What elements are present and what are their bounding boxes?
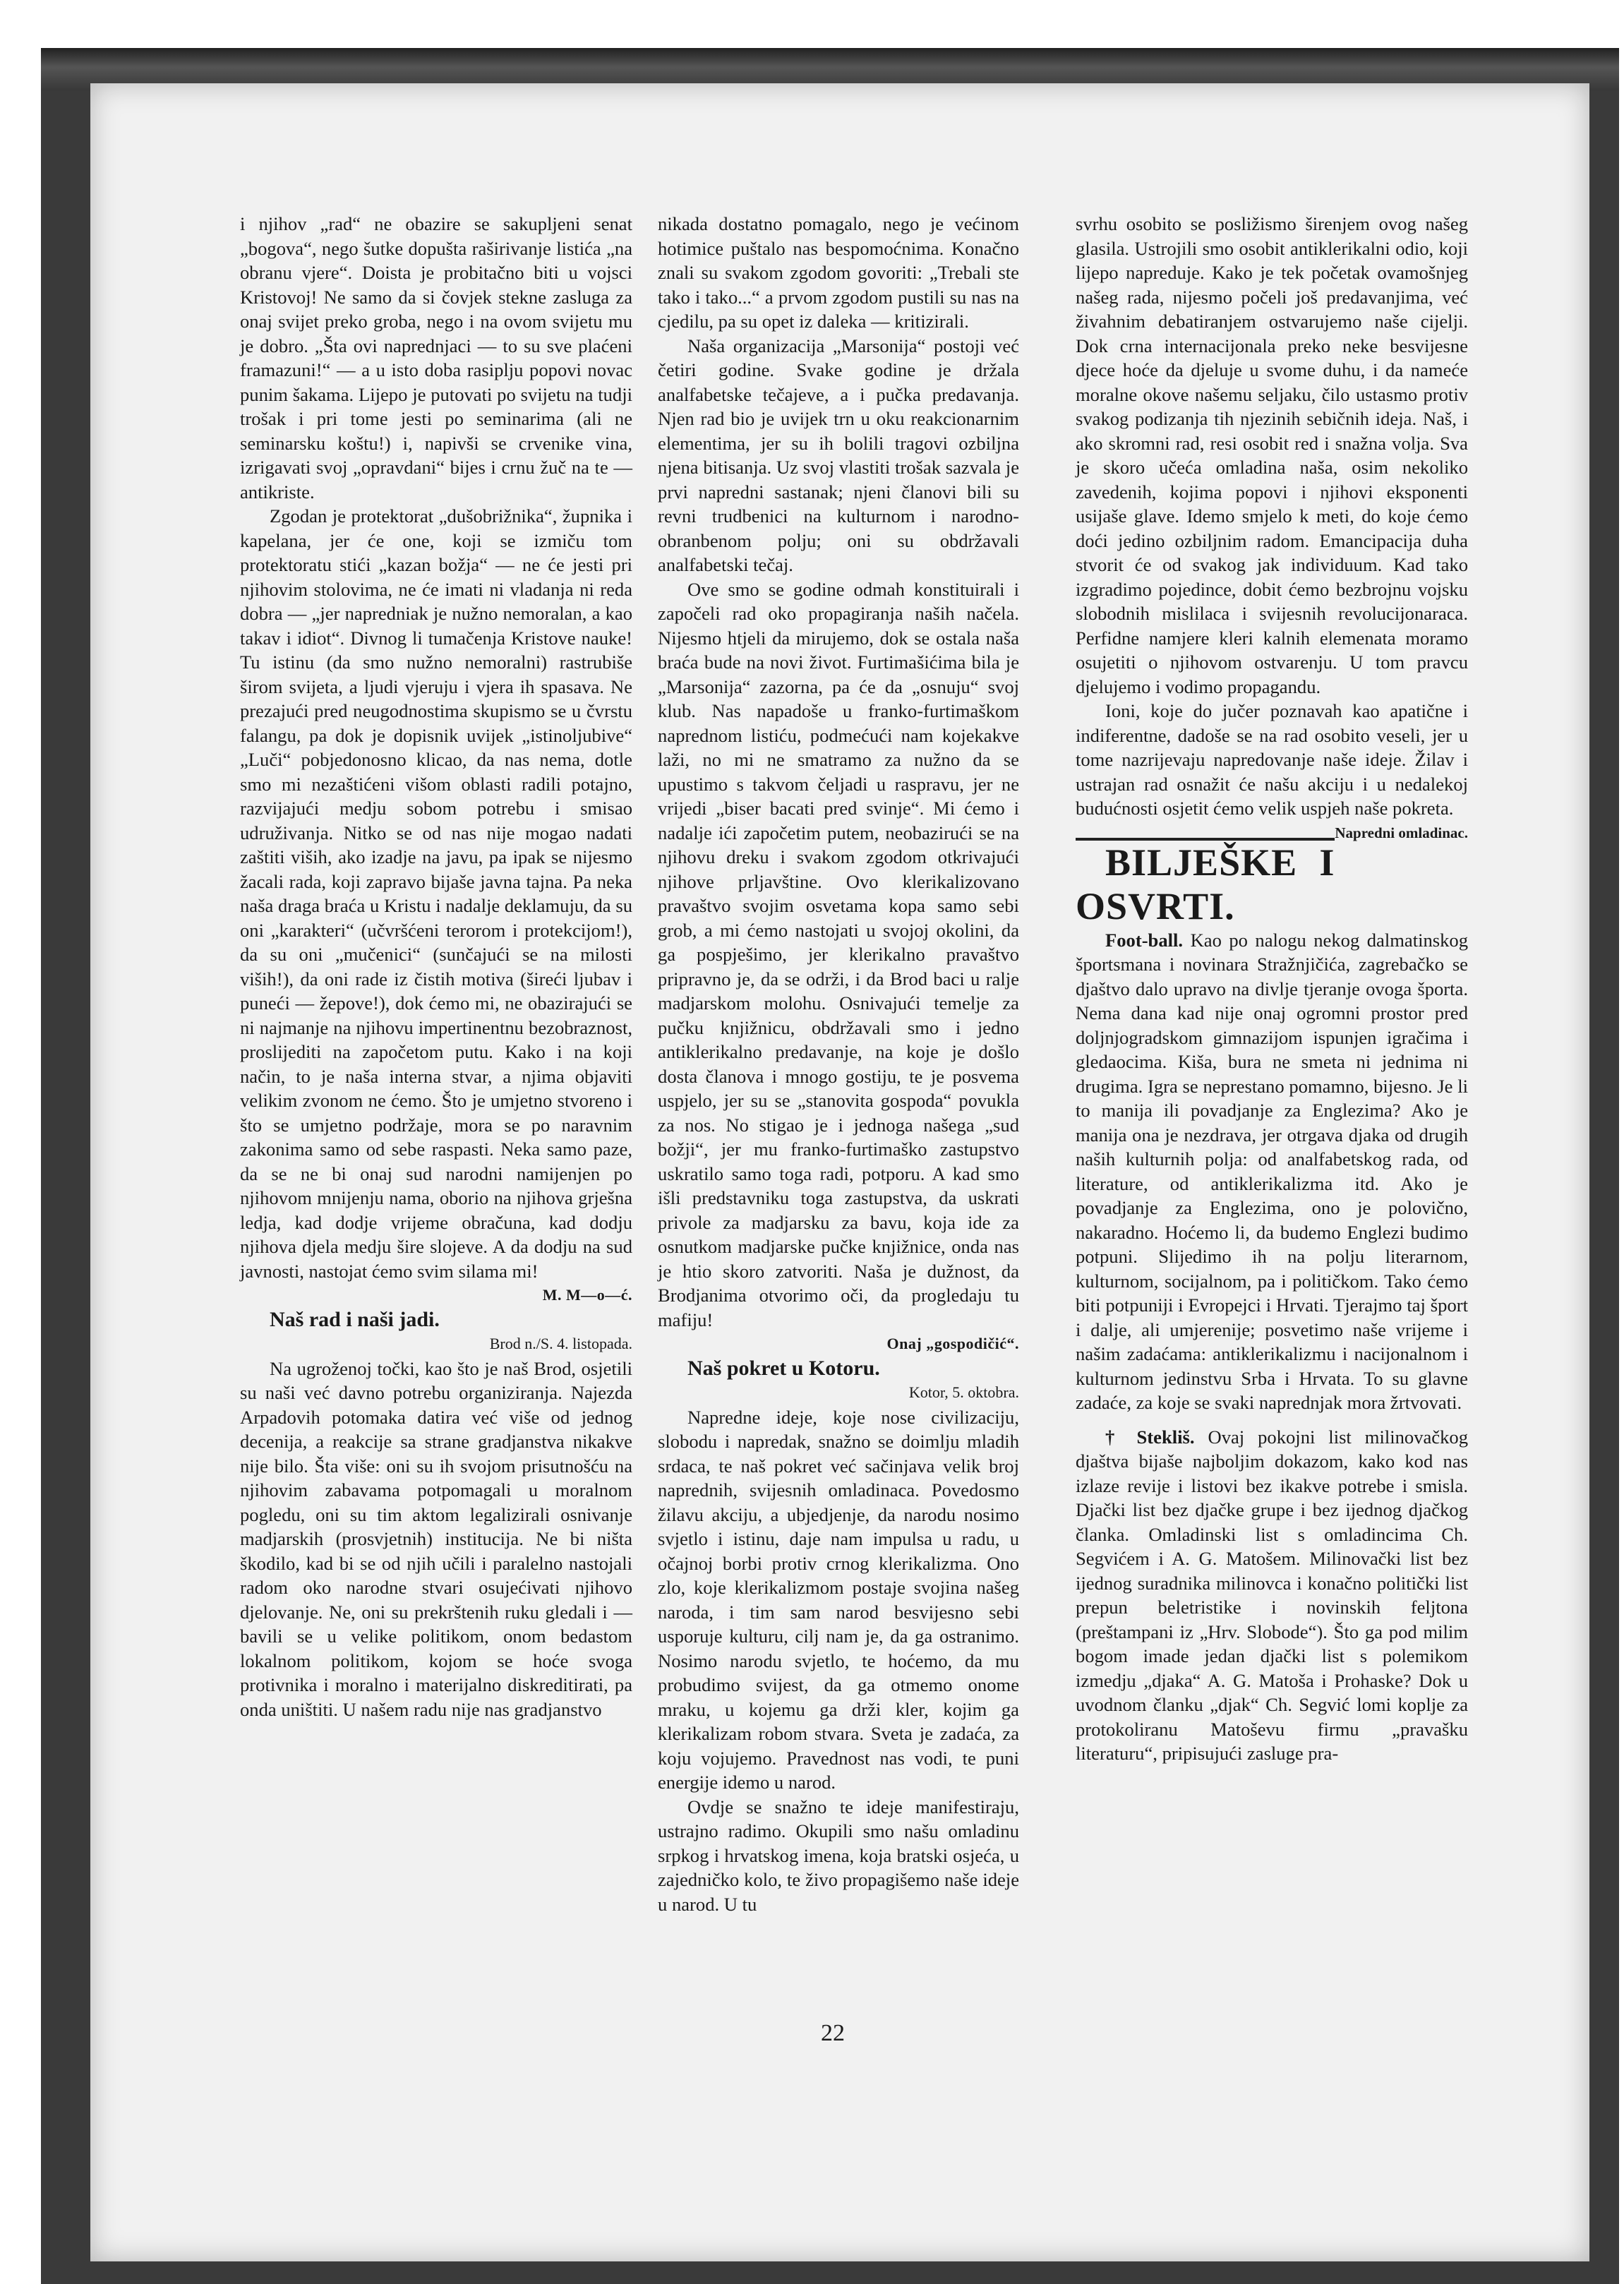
note-runin-title: † Stekliš. xyxy=(1105,1426,1195,1448)
article-paragraph: Napredne ideje, koje nose civilizaciju, slobodu i napredak, snažno se doimlju mladih srdaca, te naš pokret već sačinjava velik broj naprednih, svijesnih omladinaca. Povedosmo žilavu akciju, a ubjedjenje, da narodu nosimo svjetlo i istinu, daje nam impulsa u radu, u očajnoj borbi protiv crnog klerikalizma. Ono zlo, koje klerikalizmom postaje svojina našeg naroda, i tim sam narod besvijesno sebi usporuje kulturu, cilj nam je, da ga ostranimo. Nosimo narodu svjetlo, te hoćemo, da mu probudimo svijest, da ga otmemo onome mraku, u kojemu ga drži kler, kojim ga klerikalizam robom stvara. Sveta je zadaća, za koju vojujemo. Pravednost nas vodi, te puni energije idemo u narod. xyxy=(658,1406,1019,1793)
article-paragraph: nikada dostatno pomagalo, nego je većinom hotimice puštalo nas bespomoćnima. Konačno znali su svakom zgodom govoriti: „Trebali ste tako i tako...“ a prvom zgodom pustili su nas na cjedilu, pa su opet iz daleka — kritizirali. xyxy=(658,213,1019,332)
column-left xyxy=(240,212,632,1721)
note-paragraph xyxy=(1076,928,1468,1415)
article-paragraph: Na ugroženoj točki, kao što je naš Brod, osjetili su naši već davno potrebu organiziranja. Najezda Arpadovih potomaka datira već više od jednog decenija, a reakcije sa strane gradjanstva nikakve nije bilo. Šta više: oni su ih svojom prisutnošću na njihovim zabavama potpomagali u moralnom pogledu, oni su tim aktom legalizirali osnivanje madjarskih (prosvjetnih) institucija. Ne bi ništa škodilo, kad bi se od njih učili i paralelno nastojali radom oko narodne stvari osujećivati njihovo djelovanje. Ne, oni su prekrštenih ruku gledali i — bavili se u velike politikom, onom bedastom lokalnom politikom, kojom se hoće svoga protivnika i moralno i materijalno diskreditirati, pa onda uništiti. U našem radu nije nas gradjanstvo xyxy=(240,1357,632,1720)
column-right xyxy=(1076,212,1468,1766)
page-number: 22 xyxy=(821,2020,845,2046)
article-signature: Napredni omladinac. xyxy=(1335,824,1468,841)
article-paragraph: Ove smo se godine odmah konstituirali i započeli rad oko propagiranja naših načela. Nijesmo htjeli da mirujemo, dok se ostala naša braća bude na novi život. Furtimašićima bila je „Marsonija“ zazorna, pa će da „osnuju“ svoj klub. Nas napadoše u franko-furtimaškom naprednom listiću, podmećući nam kojekakve laži, no mi ne smatramo za nužno da se upustimo s takvom čeljadi u raspravu, jer ne vrijedi „biser bacati pred svinje“. Mi ćemo i nadalje ići započetim putem, neobazirući se na njihovu dreku i svakom zgodom otkrivajući njihove prljavštine. Ovo klerikalizovano pravaštvo svojim osvetama kopa samo sebi grob, a mi ćemo nastojati u svojoj okolini, da ga pospješimo, jer klerikalno pravaštvo pripravno je, da se održi, i da Brod baci u ralje madjarskom molohu. Osnivajući temelje za pučku knjižnicu, obdržavali smo i jedno antiklerikalno predavanje, na koje je došlo dosta članova i mnogo gostiju, te je posvema uspjelo, jer su se „stanovita gospoda“ povukla za nos. No stigao je i jednoga našega „sud božji“, jer mu franko-furtimaško zastupstvo uskratilo samo toga radi, potporu. A kad smo išli predstavniku toga zastupstva, da uskrati privole za madjarsku za bavu, koja ide za osnutkom madjarske pučke knjižnice, onda nas je htio skoro zatvoriti. Naša je dužnost, da Brodjanima otvorimo oči, da progledaju tu mafiju! xyxy=(658,578,1019,1330)
article-paragraph: Zgodan je protektorat „dušobrižnika“, župnika i kapelana, jer će one, koji se izmiču tom protektoratu stići „kazan božja“ — ne će jesti pri njihovim stolovima, ne će imati ni vladanja ni reda dobra — „jer napredniak je nužno nemoralan, a kao takav i idiot“. Divnog li tumačenja Kristove nauke! Tu istinu (da smo nužno nemoralni) rastrubiše širom svijeta, a ljudi vjeruju i vjera ih spasava. Ne prezajući pred neugodnostima skupismo se u čvrstu falangu, pa dok je dopisnik uvijek „istinoljubive“ „Luči“ pobjedonosno klicao, da nas nema, dotle smo mi nezaštićeni višom oblasti radili potajno, razvijajući medju sobom potrebu i smisao udruživanja. Nitko se od nas nije mogao nadati zaštiti viših, ako izadje na javu, pa ipak se nijesmo žacali rada, koji zapravo bijaše javna tajna. Pa neka naša draga braća u Kristu i nadalje deklamuju, da su oni „karakteri“ (učvršćeni terorom i protekcijom!), da su oni „mučenici“ (sunčajući se na milosti viših!), da oni rade iz čistih motiva (šireći ljubav i puneći — žepove!), dok ćemo mi, ne obazirajući se ni najmanje na njihovu impertinentnu bezobraznost, proslijediti na započetom putu. Kako i na koji način, to je naša interna stvar, a njima objaviti velikim zvonom ne ćemo. Što je umjetno stvoreno i što se umjetno podržaje, mora se po naravnim zakonima samo od sebe raspasti. Neka samo paze, da se ne bi onaj sud narodni namijenjen po njihovom mnijenju nama, oborio na njihova grješna ledja, kad dodje vrijeme obračuna, kad dodju njihova djela medju šire slojeve. A da dodju na sud javnosti, nastojat ćemo svim silama mi! xyxy=(240,505,632,1282)
note-text: Kao po nalogu nekog dalmatinskog športsmana i novinara Stražnjičića, zagrebačko se djaštvo dalo upravo na divlje tjeranje ovoga športa. Nema dana kad nije onaj ogromni prostor pred doljnjogradskom gimnazijom ispunjen igračima i gledaocima. Kiša, bura ne smeta ni jednima ni drugima. Igra se neprestano pomamno, bijesno. Je li to manija ili povadjanje za Englezima? Ako je manija ona je nezdrava, jer otrgava djaka od drugih naših kulturnih polja: od analfabetskog rada, od literature, od antiklerikalizma itd. Ako je povadjanje za Englezima, ono je polovično, nakaradno. Hoćemo li, da budemo Englezi budimo potpuni. Slijedimo ih na polju literarnom, kulturnom, socijalnom, pa i političkom. Tako ćemo biti potpuniji i Evropejci i Hrvati. Tjerajmo taj šport i dalje, ali umjerenije; posvetimo naše vrijeme i našim zadaćama: antiklerikalizmu i nacijonalnom i kulturnom jedinstvu Srba i Hrvata. To su glavne zadaće, za koje se svaki naprednjak mora žrtvovati. xyxy=(1076,929,1469,1413)
article-paragraph: Naša organizacija „Marsonija“ postoji već četiri godine. Svake godine je držala analfabetske tečajeve, a i pučka predavanja. Njen rad bio je uvijek trn u oku reakcionarnim elementima, jer su ih bolili tragovi ozbiljna njena bitisanja. Uz svoj vlastiti trošak sazvala je prvi napredni sastanak; njeni članovi bili su revni trudbenici na kulturnom i narodno-obranbenom polju; oni su obdržavali analfabetski tečaj. xyxy=(658,335,1019,575)
article-dateline: Brod n./S. 4. listopada. xyxy=(489,1335,632,1352)
paragraph-text: Ioni, koje do jučer poznavah kao apatične i indiferentne, dadoše se na rad osobito veseli, jer u tome nazrijevaju napredovanje naše ideje. Žilav i ustrajan rad osnažit će našu akciju i u nedalekoj budućnosti osjetit ćemo velik uspjeh naše pokreta. xyxy=(1076,700,1468,819)
note-text: Ovaj pokojni list milinovačkog djaštva bijaše najboljim dokazom, kako kod nas izlaze revije i listovi bez ikakve potrebe i smisla. Djački list bez djačke grupe i bez ijednog djačkog članka. Omladinski list s omladincima Ch. Segvićem i A. G. Matošem. Milinovački list bez ijednog suradnika milinovca i konačno politički list prepun beletristike i novinskih feljtona (preštampani iz „Hrv. Slobode“). Što ga pod milim bogom imade jedan djački list s polemikom izmedju „djaka“ A. G. Matoša i Prohaske? Dok u uvodnom članku „djak“ Ch. Segvić lomi koplje za protokoliranu Matoševu firmu „pravašku literaturu“, pripisujući zasluge pra- xyxy=(1076,1426,1468,1764)
column-middle xyxy=(658,212,1019,1916)
article-paragraph: svrhu osobito se posližismo širenjem ovog našeg glasila. Ustrojili smo osobit antiklerikalni odio, koji lijepo napreduje. Kako je tek početak ovamošnjeg našeg rada, nijesmo počeli još predavanjima, već živahnim debatiranjem ostvarujemo naše cijelji. Dok crna internacijonala preko neke besvijesne djece hoće da djeluje u svome duhu, i da nameće moralne okove našemu seljaku, čilo ustasmo protiv svakog podizanja tih njezinih sebičnih ideja. Naš, i ako skromni rad, resi osobit red i snažna volja. Sva je skoro učeća omladina naša, osim nekoliko zavedenih, kojima popovi i njihovi eksponenti usijaše glave. Idemo smjelo k meti, do koje ćemo doći jedino ozbiljnim radom. Emancipacija duha stvorit će od svakog jak individuum. Kad tako izgradimo pojedince, dobit ćemo bezbrojnu vojsku slobodnih mislilaca i svijesnih revolucijonaraca. Perfidne namjere kleri kalnih elemenata moramo osujetiti o njihovom ostvarenju. U tom pravcu djelujemo i vodimo propagandu. xyxy=(1076,213,1468,697)
article-heading: Naš rad i naši jadi. xyxy=(270,1307,440,1331)
article-signature: Onaj „gospodičić“. xyxy=(886,1335,1019,1352)
article-heading: Naš pokret u Kotoru. xyxy=(687,1356,880,1380)
article-paragraph: Ovdje se snažno te ideje manifestiraju, ustrajno radimo. Okupili smo našu omladinu srpkog i hrvatskog imena, koja bratski osjeća, u zajedničko kolo, te živo propagišemo naše ideje u narod. U tu xyxy=(658,1796,1019,1915)
article-paragraph: i njihov „rad“ ne obazire se sakupljeni senat „bogova“, nego šutke dopušta raširivanje listića „na obranu vjere“. Doista je probitačno biti u vojsci Kristovoj! Ne samo da si čovjek stekne zasluga za onaj svijet preko groba, nego i na ovom svijetu mu je dobro. „Šta ovi naprednjaci — to su sve plaćeni framazuni!“ — a u isto doba rasiplju popovi novac punim šakama. Lijepo je putovati po svijetu na tudji trošak i pri tome jesti po seminarima (ali ne seminarsku koštu!) i, napivši se crvenike vina, izrigavati svoj „opravdani“ bijes i crnu žuč na te — antikriste. xyxy=(240,213,632,503)
article-paragraph xyxy=(1076,699,1468,841)
section-title: BILJEŠKE I OSVRTI. xyxy=(1076,841,1335,927)
article-signature: M. M—o—ć. xyxy=(542,1286,632,1304)
article-dateline: Kotor, 5. oktobra. xyxy=(908,1383,1019,1401)
note-paragraph xyxy=(1076,1425,1468,1766)
note-runin-title: Foot-ball. xyxy=(1105,929,1184,951)
